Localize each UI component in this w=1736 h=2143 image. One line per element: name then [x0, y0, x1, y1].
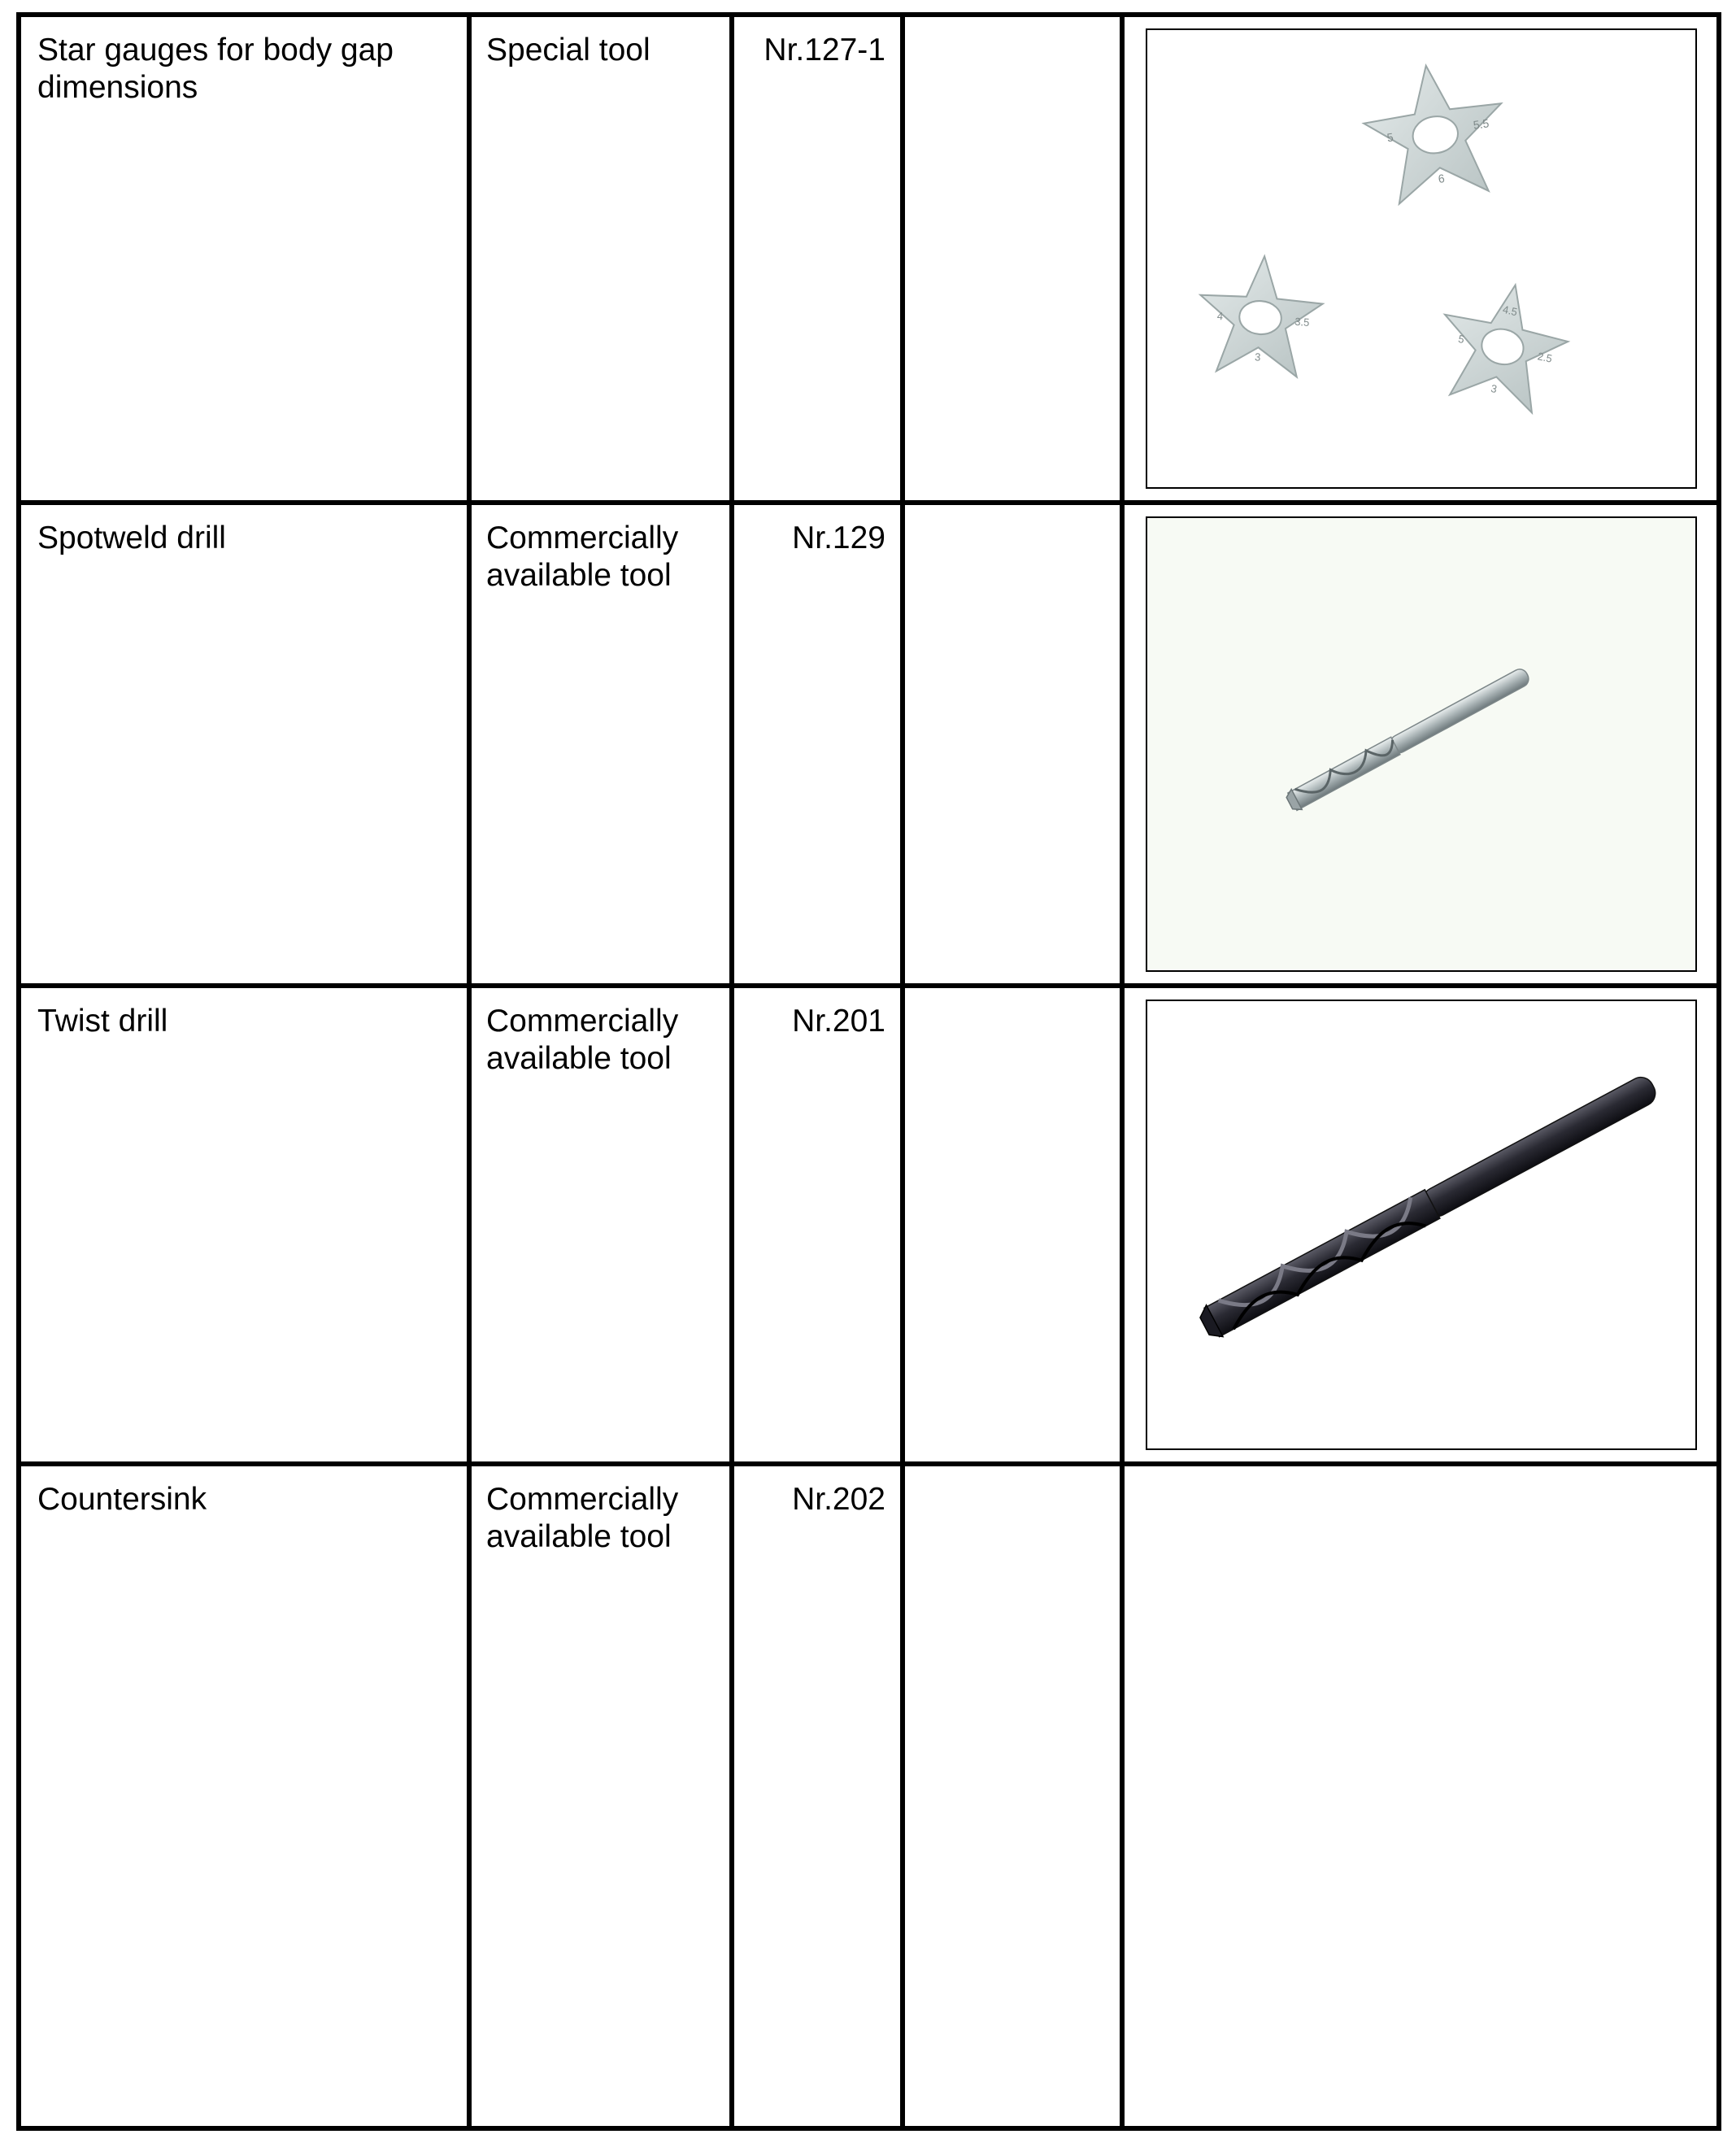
tool-description: Countersink: [37, 1482, 207, 1517]
table-row: [21, 500, 1716, 983]
tool-description: Star gauges for body gap dimensions: [37, 33, 394, 105]
gauge-label: 2.5: [1536, 350, 1554, 365]
gauge-label: 3: [1254, 351, 1261, 364]
gauge-label: 5.5: [1472, 116, 1490, 132]
gauge-label: 4.5: [1501, 303, 1519, 319]
tool-image-cell: [1120, 1466, 1716, 2131]
tool-image-cell: [1120, 505, 1716, 983]
tool-description: Spotweld drill: [37, 521, 226, 555]
tool-remarks: [900, 505, 1120, 983]
table-row: [21, 17, 1716, 500]
gauge-label: 5: [1386, 130, 1394, 145]
tool-image-cell: [1120, 17, 1716, 500]
tool-type: Commercially available tool: [467, 1466, 729, 2131]
gauge-label: 3: [1490, 381, 1499, 396]
gauge-label: 4: [1216, 309, 1224, 323]
tool-number: Nr.129: [729, 505, 900, 983]
spotweld-drill-image: [1146, 516, 1697, 972]
gauge-label: 3.5: [1294, 315, 1310, 329]
star-gauges-image: [1146, 28, 1697, 489]
table-row: [21, 1461, 1716, 2131]
tool-type: Special tool: [467, 17, 729, 500]
table-row: [21, 983, 1716, 1461]
gauge-label: 5: [1457, 332, 1466, 346]
tool-image-cell: [1120, 988, 1716, 1461]
tools-table: [16, 12, 1721, 2131]
tool-type: Commercially available tool: [467, 988, 729, 1461]
twist-drill-image: [1146, 1000, 1697, 1450]
tool-number: Nr.127-1: [729, 17, 900, 500]
tool-description: Twist drill: [37, 1004, 168, 1039]
tool-remarks: [900, 988, 1120, 1461]
tool-type: Commercially available tool: [467, 505, 729, 983]
tool-number: Nr.201: [729, 988, 900, 1461]
tool-remarks: [900, 1466, 1120, 2131]
gauge-label: 6: [1437, 171, 1446, 186]
tool-remarks: [900, 17, 1120, 500]
tool-number: Nr.202: [729, 1466, 900, 2131]
